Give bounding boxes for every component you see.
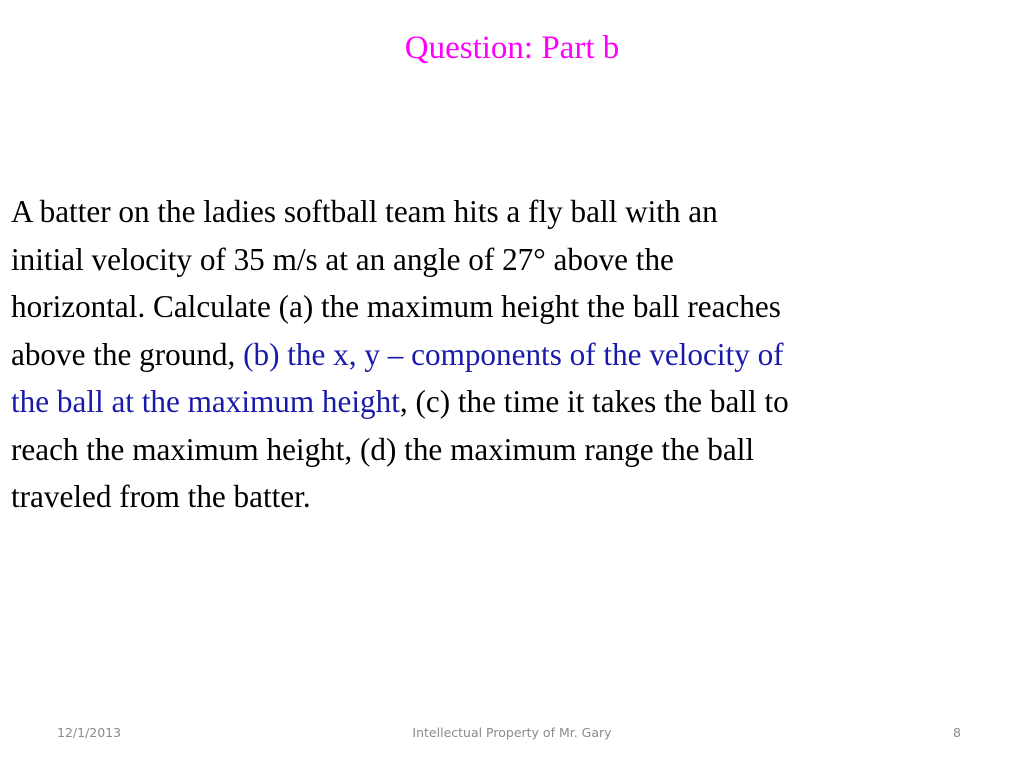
question-line: horizontal. Calculate (a) the maximum height the ball reaches xyxy=(11,289,781,324)
part-b-highlight: the ball at the maximum height xyxy=(11,384,400,419)
footer-copyright: Intellectual Property of Mr. Gary xyxy=(412,725,612,740)
part-b-highlight: (b) the x, y – components of the velocity of xyxy=(243,336,784,372)
slide-number: 8 xyxy=(953,725,961,740)
question-line: traveled from the batter. xyxy=(11,479,311,514)
question-text-plain: above the ground, xyxy=(11,336,244,372)
slide-title: Question: Part b xyxy=(404,30,620,66)
footer-date: 12/1/2013 xyxy=(57,725,122,740)
question-text-plain: , (c) the time it takes the ball to xyxy=(399,384,789,419)
question-line: A batter on the ladies softball team hits a fly ball with an xyxy=(11,194,718,229)
question-text xyxy=(11,188,1021,521)
question-line xyxy=(11,331,1021,379)
question-line: initial velocity of 35 m/s at an angle of 27° above the xyxy=(11,241,674,277)
question-line: reach the maximum height, (d) the maximum range the ball xyxy=(11,431,755,467)
question-line xyxy=(11,378,1021,426)
